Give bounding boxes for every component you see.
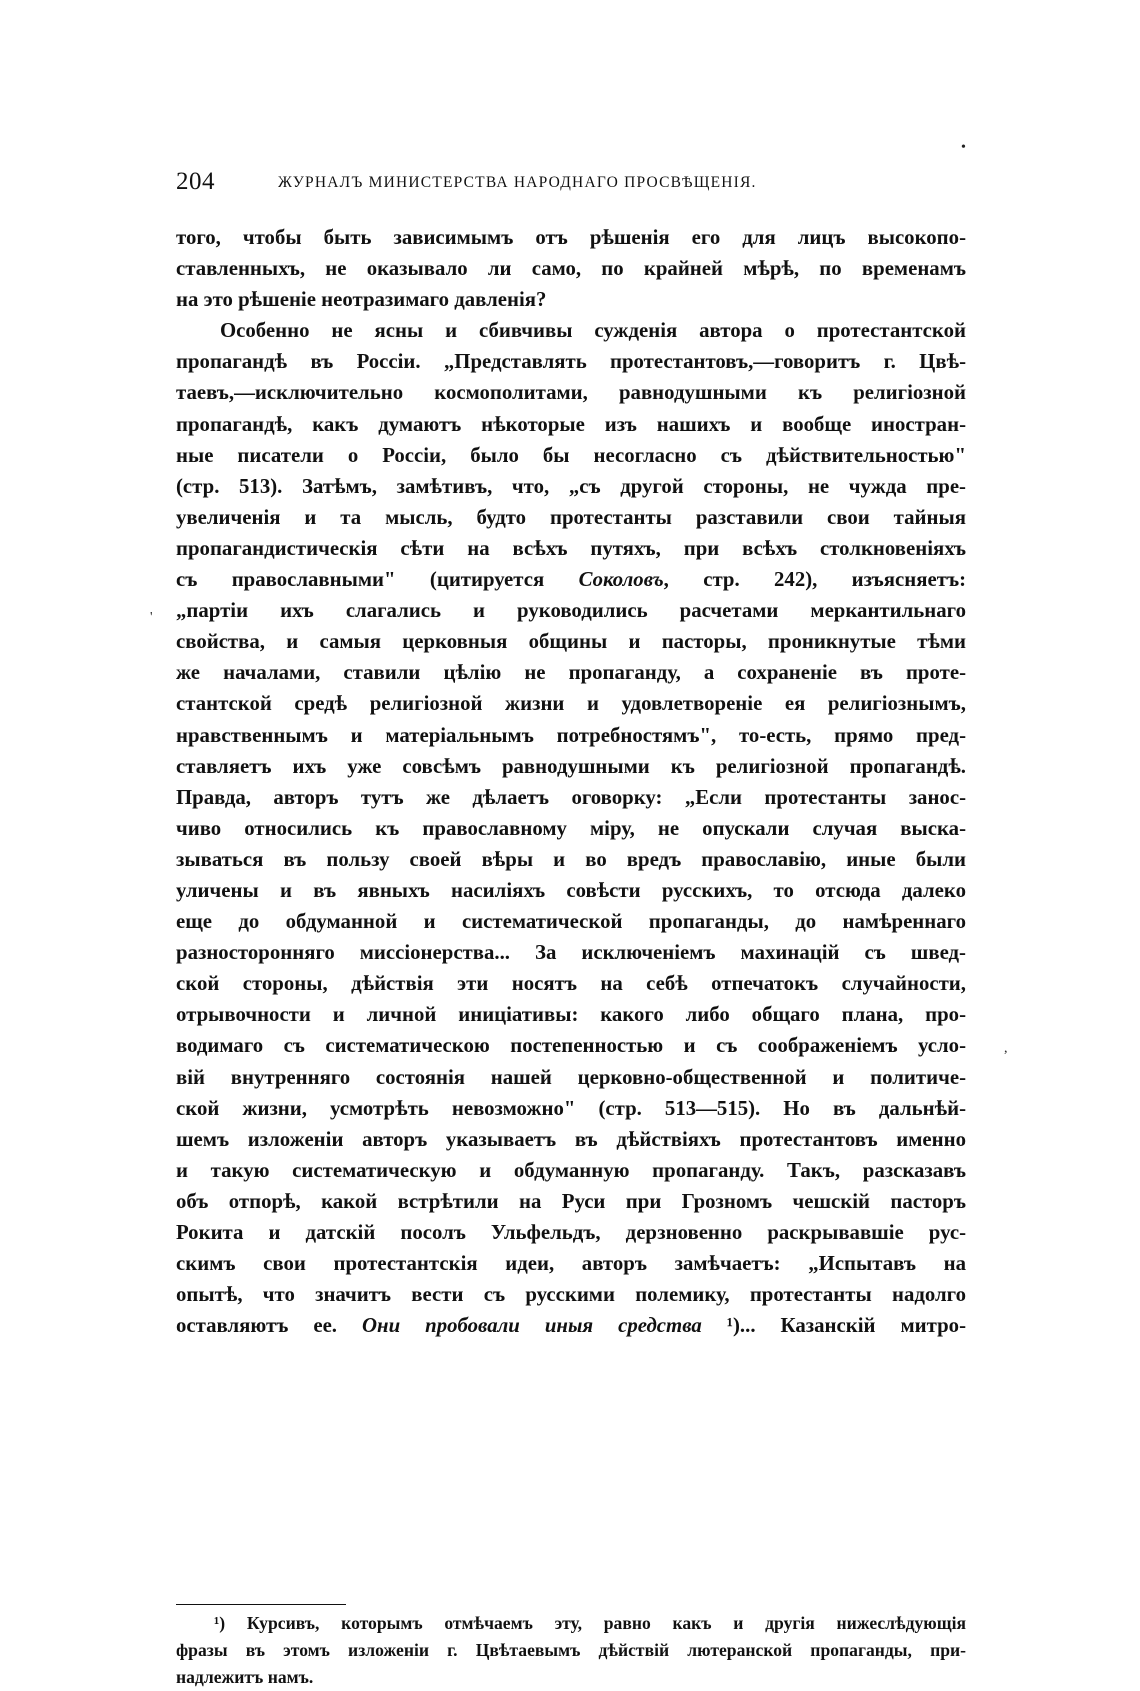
text-line: водимаго съ систематическою постепенностью и съ соображеніемъ усло- bbox=[176, 1034, 966, 1058]
footnote-line: фразы въ этомъ изложеніи г. Цвѣтаевымъ дѣйствій лютеранской пропаганды, при- bbox=[176, 1640, 966, 1660]
text-line: ской стороны, дѣйствія эти носятъ на себѣ отпечатокъ случайности, bbox=[176, 972, 966, 996]
text-line: Рокита и датскій посолъ Ульфельдъ, дерзновенно раскрывавшіе рус- bbox=[176, 1221, 966, 1244]
text-line: ской жизни, усмотрѣть невозможно" (стр. 513—515). Но въ дальнѣй- bbox=[176, 1096, 966, 1120]
text-line: пропагандистическія сѣти на всѣхъ путяхъ, при всѣхъ столкновеніяхъ bbox=[176, 536, 966, 560]
text-line: увеличенія и та мысль, будто протестанты разставили свои тайныя bbox=[176, 505, 966, 529]
text-line: ставленныхъ, не оказывало ли само, по крайней мѣрѣ, по временамъ bbox=[176, 257, 966, 281]
ink-speck: • bbox=[961, 140, 966, 155]
page-header bbox=[176, 168, 966, 204]
footnote-line: надлежитъ намъ. bbox=[176, 1667, 314, 1687]
text-line: отрывочности и личной иниціативы: какого либо общаго плана, про- bbox=[176, 1003, 966, 1027]
running-title: ЖУРНАЛЪ МИНИСТЕРСТВА НАРОДНАГО ПРОСВѢЩЕНІЯ. bbox=[278, 174, 757, 191]
text-line: оставляютъ ее. Они пробовали иныя средства ¹)... Казанскій митро- bbox=[176, 1314, 966, 1338]
text-line: разносторонняго миссіонерства... За исключеніемъ махинацій съ швед- bbox=[176, 941, 966, 965]
ink-speck: ' bbox=[150, 610, 153, 625]
footnote-divider bbox=[176, 1604, 346, 1605]
text-line: „партіи ихъ слагались и руководились расчетами меркантильнаго bbox=[176, 599, 966, 623]
text-line: Правда, авторъ тутъ же дѣлаетъ оговорку: „Если протестанты занос- bbox=[176, 785, 966, 809]
text-line: шемъ изложеніи авторъ указываетъ въ дѣйствіяхъ протестантовъ именно bbox=[176, 1127, 966, 1151]
text-line: объ отпорѣ, какой встрѣтили на Руси при Грозномъ чешскій пасторъ bbox=[176, 1189, 966, 1213]
text-line: же началами, ставили цѣлію не пропаганду, а сохраненіе въ проте- bbox=[176, 661, 966, 685]
text-line: на это рѣшеніе неотразимаго давленія? bbox=[176, 288, 547, 312]
page-number: 204 bbox=[176, 168, 215, 195]
text-line: съ православными" (цитируется Соколовъ, стр. 242), изъясняетъ: bbox=[176, 568, 966, 592]
text-line: (стр. 513). Затѣмъ, замѣтивъ, что, „съ другой стороны, не чужда пре- bbox=[176, 474, 966, 498]
text-line: Особенно не ясны и сбивчивы сужденія автора о протестантской bbox=[220, 319, 966, 343]
text-line: чиво относились къ православному міру, не опускали случая выска- bbox=[176, 816, 966, 840]
text-line: того, чтобы быть зависимымъ отъ рѣшенія его для лицъ высокопо- bbox=[176, 226, 966, 249]
text-line: опытѣ, что значитъ вести съ русскими полемику, протестанты надолго bbox=[176, 1283, 966, 1307]
text-line: вій внутренняго состоянія нашей церковно-общественной и политиче- bbox=[176, 1065, 966, 1089]
text-line: уличены и въ явныхъ насиліяхъ совѣсти русскихъ, то отсюда далеко bbox=[176, 878, 966, 902]
main-text bbox=[176, 222, 966, 1341]
text-line: скимъ свои протестантскія идеи, авторъ замѣчаетъ: „Испытавъ на bbox=[176, 1252, 966, 1276]
text-line: и такую систематическую и обдуманную пропаганду. Такъ, разсказавъ bbox=[176, 1158, 966, 1182]
text-line: ставляетъ ихъ уже совсѣмъ равнодушными къ религіозной пропагандѣ. bbox=[176, 754, 966, 778]
footnote-line: ¹) Курсивъ, которымъ отмѣчаемъ эту, равно какъ и другія нижеслѣдующія bbox=[214, 1613, 966, 1633]
text-line: ные писатели о Россіи, было бы несогласно съ дѣйствительностью" bbox=[176, 443, 966, 467]
ink-speck: , bbox=[1004, 1041, 1008, 1056]
text-line: еще до обдуманной и систематической пропаганды, до намѣреннаго bbox=[176, 910, 966, 934]
text-line: таевъ,—исключительно космополитами, равнодушными къ религіозной bbox=[176, 381, 966, 405]
text-line: пропагандѣ, какъ думаютъ нѣкоторые изъ нашихъ и вообще иностран- bbox=[176, 412, 966, 436]
text-line: стантской средѣ религіозной жизни и удовлетвореніе ея религіознымъ, bbox=[176, 692, 966, 716]
footnotes bbox=[176, 1610, 966, 1691]
text-line: зываться въ пользу своей вѣры и во вредъ православію, иные были bbox=[176, 847, 966, 871]
text-line: пропагандѣ въ Россіи. „Представлять протестантовъ,—говоритъ г. Цвѣ- bbox=[176, 350, 966, 374]
text-line: нравственнымъ и матеріальнымъ потребностямъ", то-есть, прямо пред- bbox=[176, 723, 966, 747]
text-line: свойства, и самыя церковныя общины и пасторы, проникнутые тѣми bbox=[176, 630, 966, 654]
